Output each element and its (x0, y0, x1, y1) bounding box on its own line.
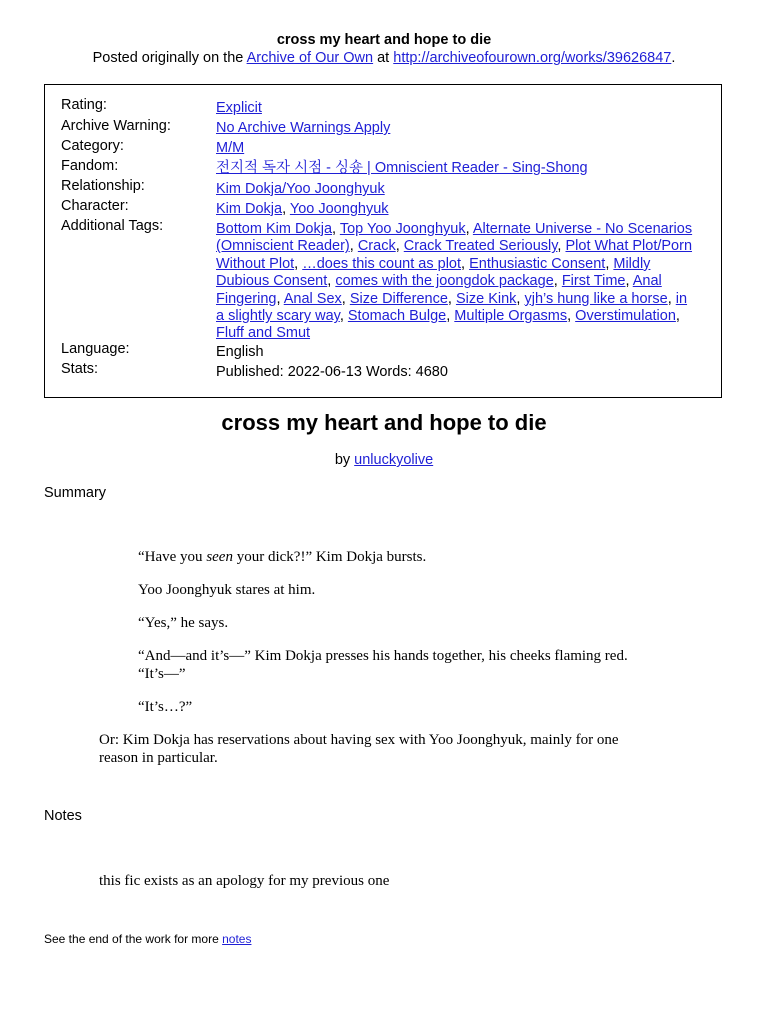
byline-prefix: by (334, 452, 355, 468)
notes-link[interactable]: notes (222, 932, 252, 946)
rating-link[interactable]: Explicit (216, 100, 262, 116)
metadata-box: Rating: Explicit Archive Warning: No Archive Warnings Apply Category: M/M Fandom: 전지적 독자 시점 - 싱숑 | Omniscient Reader - Sing-Shong Relationship: Kim Dokja/Yoo Joonghyuk Character: Kim Dokja, Yoo Joonghyuk Additional Tags: Bottom Kim Dokja, Top Yoo Joonghyuk, Alternate Universe - No Scenarios (Omniscient Reader), Crack, Crack Treated Seriously, Plot What Plot/Porn Without Plot, …does this count as plot, Enthusiastic Consent, Mildly Dubious Consent, comes with the joongdok package, First Time, Anal Fingering, Anal Sex, Size Difference, Size Kink, yjh’s hung like a horse, in a slightly scary way, Stomach Bulge, Multiple Orgasms, Overstimulation, Fluff and Smut Language: English Stats: Published: 2022-06-13 Words: 4680 (44, 84, 722, 398)
tag-link[interactable]: Fluff and Smut (216, 325, 311, 342)
summary-quote-5: “It’s…?” (138, 699, 193, 715)
summary-text: “Have you (138, 549, 207, 565)
tags-label: Additional Tags: (61, 218, 164, 234)
tag-link[interactable]: Anal Sex (283, 290, 342, 307)
warning-label: Archive Warning: (61, 118, 171, 134)
tag-link[interactable]: Stomach Bulge (347, 308, 447, 325)
category-link[interactable]: M/M (216, 140, 245, 156)
tag-link[interactable]: Multiple Orgasms (454, 308, 568, 325)
tag-link[interactable]: Mildly Dubious Consent (216, 255, 651, 290)
tag-link[interactable]: yjh’s hung like a horse (524, 290, 668, 307)
posted-prefix: Posted originally on the (92, 50, 247, 66)
posted-line (0, 50, 768, 66)
top-title: cross my heart and hope to die (276, 32, 492, 48)
tag-link[interactable]: Crack Treated Seriously (403, 238, 558, 255)
tag-link[interactable]: Size Kink (455, 290, 517, 307)
tag-link[interactable]: Overstimulation (575, 308, 676, 325)
tag-link[interactable]: Bottom Kim Dokja (216, 221, 333, 237)
fandom-label: Fandom: (61, 158, 119, 174)
language-label: Language: (61, 341, 130, 357)
footer-prefix: See the end of the work for more (44, 932, 223, 946)
work-url-link[interactable]: http://archiveofourown.org/works/39626847 (393, 50, 672, 66)
notes-text: this fic exists as an apology for my previous one (99, 873, 390, 889)
stats-label: Stats: (61, 361, 99, 377)
summary-quote-3: “Yes,” he says. (138, 615, 229, 631)
tag-link[interactable]: Alternate Universe - No Scenarios (Omniscient Reader) (216, 221, 693, 255)
author-link[interactable]: unluckyolive (354, 452, 434, 468)
archive-link[interactable]: Archive of Our Own (246, 50, 374, 66)
tag-link[interactable]: Size Difference (349, 290, 448, 307)
summary-quote-1 (138, 548, 638, 566)
summary-quote-4: “And—and it’s—” Kim Dokja presses his hands together, his cheeks flaming red. “It’s—” (138, 648, 628, 682)
work-title: cross my heart and hope to die (221, 410, 547, 435)
posted-period: . (671, 50, 676, 66)
warning-link[interactable]: No Archive Warnings Apply (216, 120, 391, 136)
footer-note (44, 932, 251, 946)
character-link[interactable]: Kim Dokja (216, 201, 283, 217)
notes-heading: Notes (44, 808, 82, 824)
summary-quote-2: Yoo Joonghyuk stares at him. (138, 582, 316, 598)
language-value: English (216, 344, 264, 360)
character-label: Character: (61, 198, 129, 214)
tag-link[interactable]: Plot What Plot/Porn Without Plot (216, 238, 693, 272)
tag-link[interactable]: Enthusiastic Consent (469, 255, 606, 272)
tag-link[interactable]: Crack (357, 238, 396, 255)
tag-link[interactable]: First Time (561, 273, 626, 290)
rating-label: Rating: (61, 97, 107, 113)
summary-text: your dick?!” Kim Dokja bursts. (232, 549, 427, 565)
relationship-label: Relationship: (61, 178, 145, 194)
fandom-link[interactable]: 전지적 독자 시점 - 싱숑 | Omniscient Reader - Sing-Shong (216, 160, 588, 176)
relationship-link[interactable]: Kim Dokja/Yoo Joonghyuk (216, 181, 385, 197)
byline (0, 452, 768, 468)
tag-link[interactable]: Anal Fingering (216, 273, 662, 307)
summary-heading: Summary (44, 485, 107, 501)
character-link[interactable]: Yoo Joonghyuk (289, 201, 389, 217)
category-label: Category: (61, 138, 124, 154)
summary-emphasis: seen (206, 549, 233, 565)
tag-link[interactable]: comes with the joongdok package (335, 273, 554, 290)
posted-at: at (373, 50, 394, 66)
tag-link[interactable]: in a slightly scary way (216, 290, 688, 325)
tag-link[interactable]: …does this count as plot (302, 255, 462, 272)
stats-value: Published: 2022-06-13 Words: 4680 (216, 364, 448, 380)
tags-list: Bottom Kim Dokja, Top Yoo Joonghyuk, Alternate Universe - No Scenarios (Omniscient Reader), Crack, Crack Treated Seriously, Plot What Plot/Porn Without Plot, …does this count as plot, Enthusiastic Consent, Mildly Dubious Consent, comes with the joongdok package, First Time, Anal Fingering, Anal Sex, Size Difference, Size Kink, yjh’s hung like a horse, in a slightly scary way, Stomach Bulge, Multiple Orgasms, Overstimulation, Fluff and Smut (216, 221, 693, 342)
summary-or: Or: Kim Dokja has reservations about having sex with Yoo Joonghyuk, mainly for one reason in particular. (99, 732, 619, 766)
tag-link[interactable]: Top Yoo Joonghyuk (339, 221, 466, 237)
